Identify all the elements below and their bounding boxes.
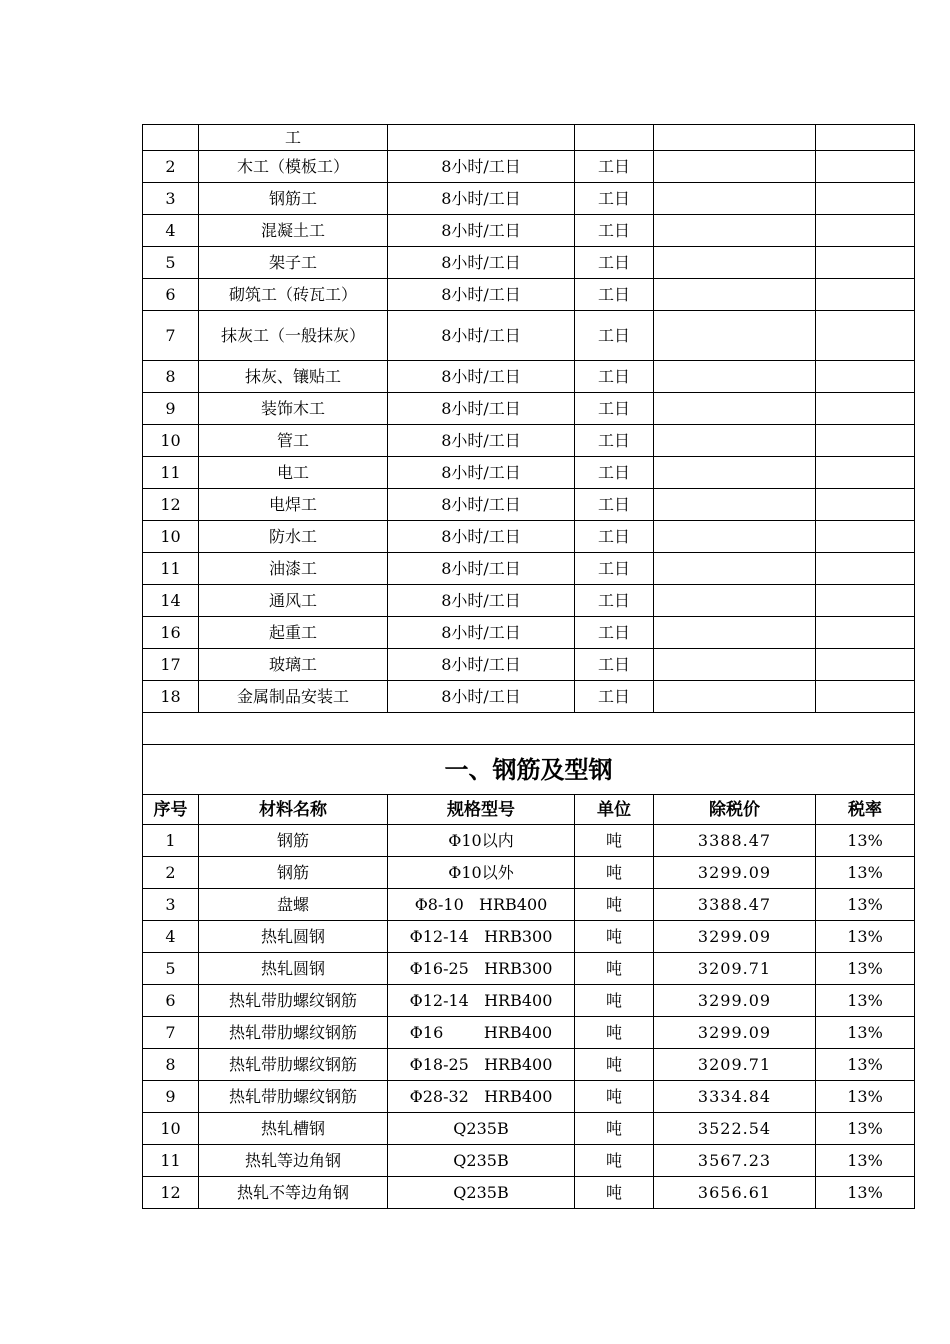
labor-tax (816, 361, 915, 393)
material-name: 热轧槽钢 (199, 1113, 388, 1145)
material-price: 3299.09 (654, 985, 816, 1017)
labor-no: 10 (143, 425, 199, 457)
table-row (143, 183, 915, 215)
material-tax: 13% (816, 1145, 915, 1177)
material-tax: 13% (816, 921, 915, 953)
table-row (143, 151, 915, 183)
labor-tax (816, 151, 915, 183)
table-row (143, 1017, 915, 1049)
labor-unit: 工日 (575, 489, 654, 521)
labor-tax (816, 247, 915, 279)
table-row (143, 1177, 915, 1209)
material-tax: 13% (816, 889, 915, 921)
labor-no: 12 (143, 489, 199, 521)
labor-tax (816, 215, 915, 247)
labor-spec: 8小时/工日 (388, 617, 575, 649)
labor-unit: 工日 (575, 361, 654, 393)
labor-spec: 8小时/工日 (388, 361, 575, 393)
material-no: 9 (143, 1081, 199, 1113)
table-row (143, 857, 915, 889)
labor-unit: 工日 (575, 649, 654, 681)
material-unit: 吨 (575, 1049, 654, 1081)
labor-price (654, 125, 816, 151)
material-price: 3209.71 (654, 953, 816, 985)
labor-unit: 工日 (575, 457, 654, 489)
material-name: 钢筋 (199, 857, 388, 889)
labor-no: 4 (143, 215, 199, 247)
labor-unit: 工日 (575, 279, 654, 311)
labor-tax (816, 425, 915, 457)
material-no: 3 (143, 889, 199, 921)
material-name: 热轧带肋螺纹钢筋 (199, 985, 388, 1017)
labor-no: 5 (143, 247, 199, 279)
labor-price (654, 553, 816, 585)
labor-spec: 8小时/工日 (388, 215, 575, 247)
table-row (143, 921, 915, 953)
labor-price (654, 425, 816, 457)
table-row (143, 953, 915, 985)
material-tax: 13% (816, 857, 915, 889)
material-no: 11 (143, 1145, 199, 1177)
table-row (143, 1145, 915, 1177)
labor-name: 起重工 (199, 617, 388, 649)
table-row (143, 585, 915, 617)
material-tax: 13% (816, 1177, 915, 1209)
labor-spec: 8小时/工日 (388, 457, 575, 489)
table-row (143, 361, 915, 393)
labor-no: 17 (143, 649, 199, 681)
header-name: 材料名称 (199, 795, 388, 825)
labor-tax (816, 489, 915, 521)
labor-price (654, 183, 816, 215)
labor-name: 电焊工 (199, 489, 388, 521)
material-price: 3209.71 (654, 1049, 816, 1081)
labor-spec: 8小时/工日 (388, 279, 575, 311)
section-title: 一、钢筋及型钢 (143, 745, 915, 795)
labor-tax (816, 457, 915, 489)
labor-name: 玻璃工 (199, 649, 388, 681)
labor-price (654, 617, 816, 649)
material-spec: Φ12-14 HRB300 (388, 921, 575, 953)
labor-price (654, 489, 816, 521)
labor-spec: 8小时/工日 (388, 425, 575, 457)
labor-no: 7 (143, 311, 199, 361)
material-unit: 吨 (575, 1145, 654, 1177)
material-unit: 吨 (575, 825, 654, 857)
labor-price (654, 649, 816, 681)
material-price: 3299.09 (654, 1017, 816, 1049)
material-spec: Φ8-10 HRB400 (388, 889, 575, 921)
material-unit: 吨 (575, 1113, 654, 1145)
labor-tax (816, 393, 915, 425)
labor-tax (816, 681, 915, 713)
labor-spec: 8小时/工日 (388, 183, 575, 215)
labor-spec: 8小时/工日 (388, 521, 575, 553)
labor-name: 木工（模板工） (199, 151, 388, 183)
material-spec: Φ16 HRB400 (388, 1017, 575, 1049)
labor-spec: 8小时/工日 (388, 553, 575, 585)
labor-name: 通风工 (199, 585, 388, 617)
labor-tax (816, 279, 915, 311)
labor-unit: 工日 (575, 585, 654, 617)
material-tax: 13% (816, 1049, 915, 1081)
header-no: 序号 (143, 795, 199, 825)
labor-no: 11 (143, 457, 199, 489)
table-row (143, 825, 915, 857)
labor-tax (816, 521, 915, 553)
labor-name: 砌筑工（砖瓦工） (199, 279, 388, 311)
labor-unit: 工日 (575, 553, 654, 585)
labor-name: 混凝土工 (199, 215, 388, 247)
table-row (143, 125, 915, 151)
material-spec: Q235B (388, 1177, 575, 1209)
material-spec: Φ18-25 HRB400 (388, 1049, 575, 1081)
labor-name: 抹灰、镶贴工 (199, 361, 388, 393)
material-name: 钢筋 (199, 825, 388, 857)
labor-price (654, 151, 816, 183)
labor-price (654, 393, 816, 425)
table-row (143, 1049, 915, 1081)
labor-name: 防水工 (199, 521, 388, 553)
material-tax: 13% (816, 985, 915, 1017)
table-row (143, 553, 915, 585)
material-tax: 13% (816, 825, 915, 857)
table-row (143, 215, 915, 247)
material-price: 3522.54 (654, 1113, 816, 1145)
labor-spec: 8小时/工日 (388, 151, 575, 183)
header-row (143, 795, 915, 825)
labor-spec: 8小时/工日 (388, 393, 575, 425)
material-tax: 13% (816, 953, 915, 985)
labor-no: 16 (143, 617, 199, 649)
labor-no: 9 (143, 393, 199, 425)
material-spec: Φ16-25 HRB300 (388, 953, 575, 985)
table-row (143, 681, 915, 713)
material-price: 3334.84 (654, 1081, 816, 1113)
labor-spec: 8小时/工日 (388, 649, 575, 681)
labor-price (654, 279, 816, 311)
labor-name: 抹灰工（一般抹灰） (199, 311, 388, 361)
labor-tax (816, 649, 915, 681)
labor-spec: 8小时/工日 (388, 489, 575, 521)
material-section (143, 825, 915, 1209)
material-price: 3299.09 (654, 857, 816, 889)
labor-name: 电工 (199, 457, 388, 489)
material-price: 3388.47 (654, 825, 816, 857)
material-name: 盘螺 (199, 889, 388, 921)
labor-no: 18 (143, 681, 199, 713)
material-spec: Φ10以内 (388, 825, 575, 857)
labor-price (654, 215, 816, 247)
material-unit: 吨 (575, 1081, 654, 1113)
labor-no: 2 (143, 151, 199, 183)
material-spec: Q235B (388, 1145, 575, 1177)
header-spec: 规格型号 (388, 795, 575, 825)
material-spec: Φ12-14 HRB400 (388, 985, 575, 1017)
material-no: 5 (143, 953, 199, 985)
labor-tax (816, 311, 915, 361)
labor-tax (816, 553, 915, 585)
material-name: 热轧等边角钢 (199, 1145, 388, 1177)
labor-no: 6 (143, 279, 199, 311)
table-row (143, 649, 915, 681)
labor-unit: 工日 (575, 617, 654, 649)
labor-unit: 工日 (575, 247, 654, 279)
labor-name: 架子工 (199, 247, 388, 279)
material-price: 3567.23 (654, 1145, 816, 1177)
labor-price (654, 521, 816, 553)
material-no: 1 (143, 825, 199, 857)
table-row (143, 457, 915, 489)
material-name: 热轧带肋螺纹钢筋 (199, 1081, 388, 1113)
header-price: 除税价 (654, 795, 816, 825)
price-table (142, 124, 915, 1209)
header-tax: 税率 (816, 795, 915, 825)
material-tax: 13% (816, 1017, 915, 1049)
table-row (143, 247, 915, 279)
material-unit: 吨 (575, 953, 654, 985)
labor-unit: 工日 (575, 183, 654, 215)
labor-price (654, 311, 816, 361)
header-unit: 单位 (575, 795, 654, 825)
material-name: 热轧圆钢 (199, 953, 388, 985)
labor-tax (816, 183, 915, 215)
table-row (143, 311, 915, 361)
material-unit: 吨 (575, 889, 654, 921)
material-unit: 吨 (575, 857, 654, 889)
labor-name: 钢筋工 (199, 183, 388, 215)
labor-spec: 8小时/工日 (388, 247, 575, 279)
labor-name: 金属制品安装工 (199, 681, 388, 713)
labor-name: 工 (199, 125, 388, 151)
labor-name: 装饰木工 (199, 393, 388, 425)
material-no: 10 (143, 1113, 199, 1145)
labor-no: 8 (143, 361, 199, 393)
material-no: 8 (143, 1049, 199, 1081)
material-no: 7 (143, 1017, 199, 1049)
section-title-row (143, 745, 915, 795)
material-name: 热轧圆钢 (199, 921, 388, 953)
labor-unit (575, 125, 654, 151)
table-row (143, 425, 915, 457)
material-price: 3299.09 (654, 921, 816, 953)
labor-name: 油漆工 (199, 553, 388, 585)
material-no: 6 (143, 985, 199, 1017)
material-unit: 吨 (575, 985, 654, 1017)
material-spec: Φ10以外 (388, 857, 575, 889)
labor-price (654, 457, 816, 489)
table-row (143, 521, 915, 553)
material-name: 热轧不等边角钢 (199, 1177, 388, 1209)
labor-no: 10 (143, 521, 199, 553)
labor-unit: 工日 (575, 521, 654, 553)
labor-unit: 工日 (575, 215, 654, 247)
material-name: 热轧带肋螺纹钢筋 (199, 1017, 388, 1049)
labor-spec: 8小时/工日 (388, 681, 575, 713)
material-no: 4 (143, 921, 199, 953)
labor-tax (816, 617, 915, 649)
labor-tax (816, 125, 915, 151)
labor-spec: 8小时/工日 (388, 311, 575, 361)
table-row (143, 1113, 915, 1145)
labor-section (143, 125, 915, 713)
table-row (143, 617, 915, 649)
table-row (143, 393, 915, 425)
labor-price (654, 585, 816, 617)
labor-unit: 工日 (575, 311, 654, 361)
material-spec: Q235B (388, 1113, 575, 1145)
material-spec: Φ28-32 HRB400 (388, 1081, 575, 1113)
labor-price (654, 681, 816, 713)
labor-unit: 工日 (575, 393, 654, 425)
material-unit: 吨 (575, 1017, 654, 1049)
labor-name: 管工 (199, 425, 388, 457)
material-unit: 吨 (575, 1177, 654, 1209)
table-row (143, 889, 915, 921)
material-no: 2 (143, 857, 199, 889)
table-row (143, 1081, 915, 1113)
material-tax: 13% (816, 1113, 915, 1145)
material-tax: 13% (816, 1081, 915, 1113)
material-price: 3656.61 (654, 1177, 816, 1209)
material-price: 3388.47 (654, 889, 816, 921)
labor-unit: 工日 (575, 681, 654, 713)
labor-no: 3 (143, 183, 199, 215)
material-unit: 吨 (575, 921, 654, 953)
labor-tax (816, 585, 915, 617)
labor-unit: 工日 (575, 151, 654, 183)
labor-price (654, 361, 816, 393)
material-name: 热轧带肋螺纹钢筋 (199, 1049, 388, 1081)
labor-unit: 工日 (575, 425, 654, 457)
labor-no: 14 (143, 585, 199, 617)
material-no: 12 (143, 1177, 199, 1209)
table-row (143, 279, 915, 311)
labor-spec (388, 125, 575, 151)
labor-price (654, 247, 816, 279)
table-row (143, 489, 915, 521)
labor-spec: 8小时/工日 (388, 585, 575, 617)
labor-no (143, 125, 199, 151)
spacer-row (143, 713, 915, 745)
table-row (143, 985, 915, 1017)
labor-no: 11 (143, 553, 199, 585)
